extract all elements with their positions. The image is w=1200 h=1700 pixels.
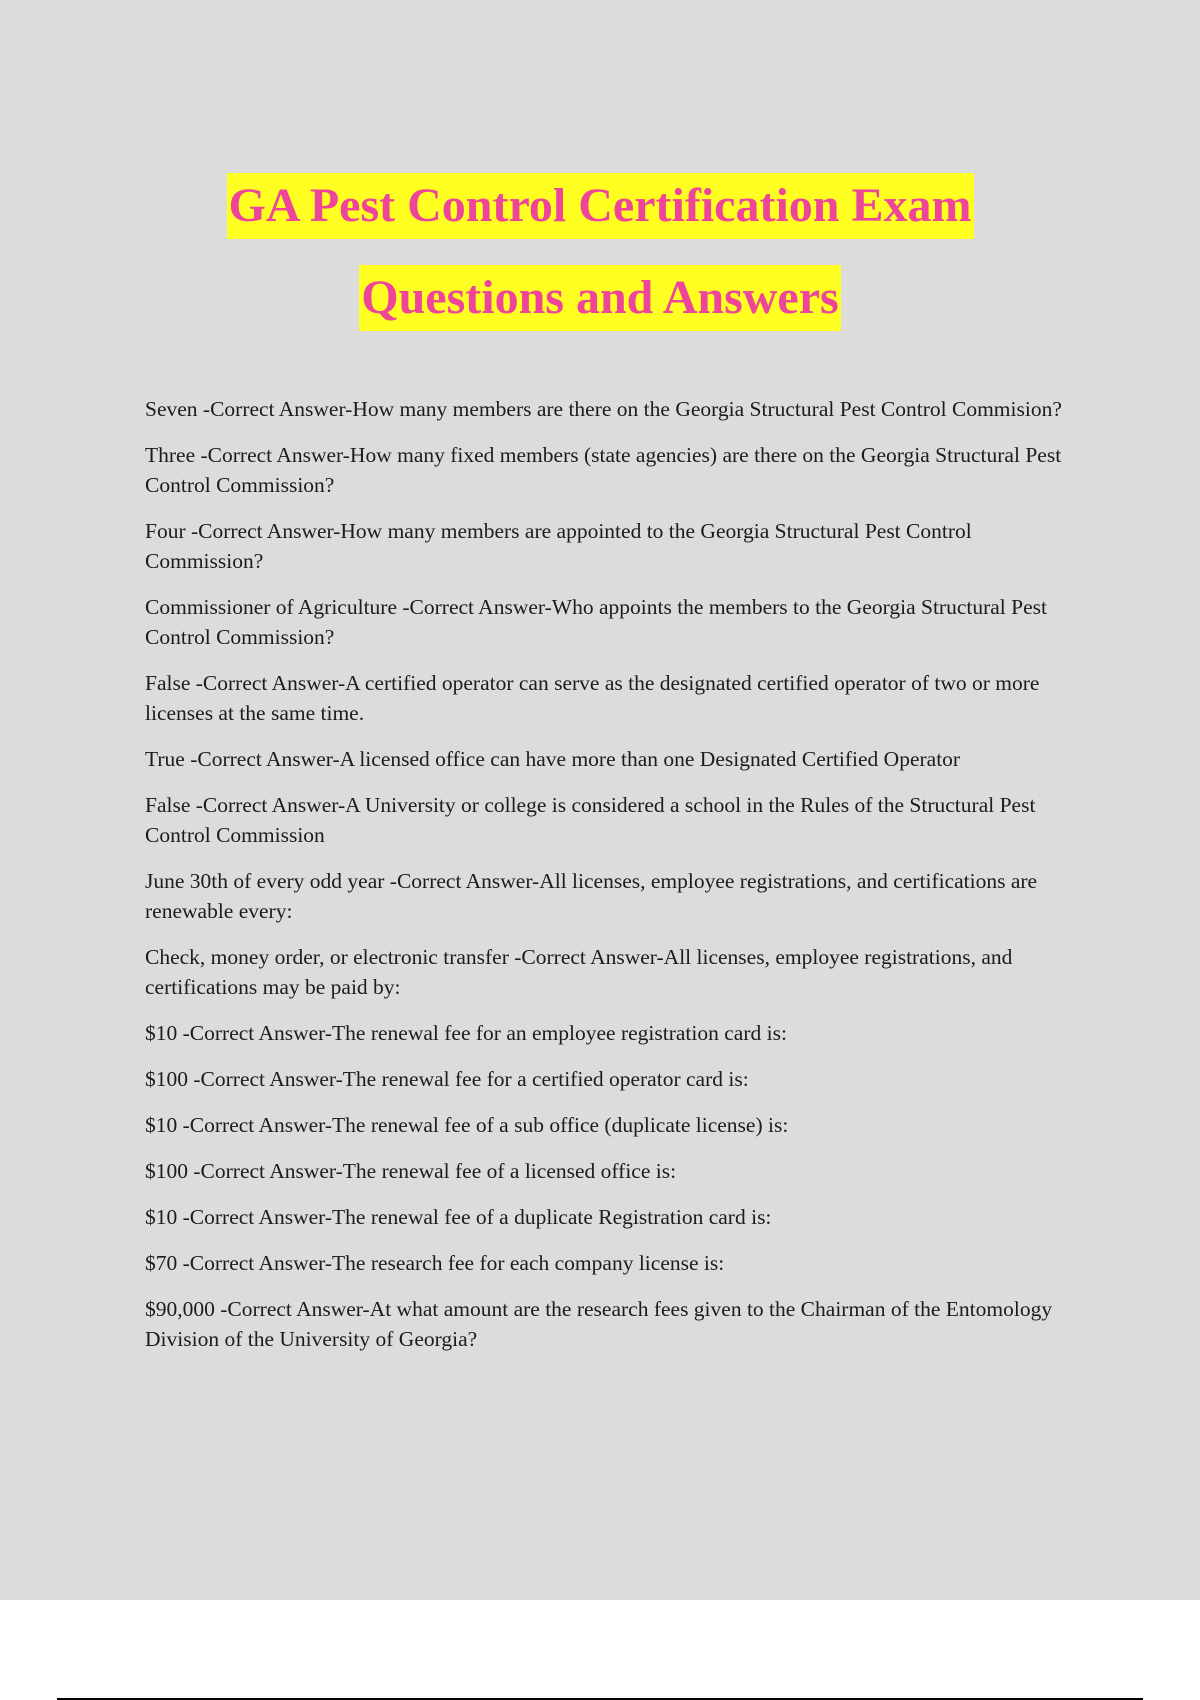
- qa-item: True -Correct Answer-A licensed office can have more than one Designated Certified Operator: [145, 747, 961, 771]
- qa-item: Commissioner of Agriculture -Correct Answer-Who appoints the members to the Georgia Structural Pest Control Commission?: [145, 595, 1047, 649]
- title-line-2: [0, 252, 1200, 344]
- qa-item: $70 -Correct Answer-The research fee for each company license is:: [145, 1251, 725, 1275]
- qa-list: [145, 394, 1090, 1370]
- qa-item: Three -Correct Answer-How many fixed members (state agencies) are there on the Georgia Structural Pest Control Commission?: [145, 443, 1062, 497]
- qa-item: Check, money order, or electronic transfer -Correct Answer-All licenses, employee registrations, and certifications may be paid by:: [145, 945, 1013, 999]
- qa-item: $10 -Correct Answer-The renewal fee of a sub office (duplicate license) is:: [145, 1113, 789, 1137]
- title-line-1-text: GA Pest Control Certification Exam: [227, 173, 974, 239]
- document-title: [0, 160, 1200, 344]
- qa-item: $90,000 -Correct Answer-At what amount are the research fees given to the Chairman of the Entomology Division of the University of Georgia?: [145, 1297, 1053, 1351]
- qa-item: False -Correct Answer-A certified operator can serve as the designated certified operator of two or more licenses at the same time.: [145, 671, 1040, 725]
- qa-item: False -Correct Answer-A University or college is considered a school in the Rules of the Structural Pest Control Commission: [145, 793, 1036, 847]
- qa-item: $10 -Correct Answer-The renewal fee for an employee registration card is:: [145, 1021, 787, 1045]
- title-line-2-text: Questions and Answers: [359, 265, 840, 331]
- qa-item: $100 -Correct Answer-The renewal fee for a certified operator card is:: [145, 1067, 749, 1091]
- qa-item: $10 -Correct Answer-The renewal fee of a duplicate Registration card is:: [145, 1205, 772, 1229]
- qa-item: $100 -Correct Answer-The renewal fee of a licensed office is:: [145, 1159, 677, 1183]
- qa-item: Four -Correct Answer-How many members are appointed to the Georgia Structural Pest Control Commission?: [145, 519, 972, 573]
- qa-item: Seven -Correct Answer-How many members are there on the Georgia Structural Pest Control Commision?: [145, 397, 1062, 421]
- qa-item: June 30th of every odd year -Correct Answer-All licenses, employee registrations, and certifications are renewable every:: [145, 869, 1038, 923]
- title-line-1: [0, 160, 1200, 252]
